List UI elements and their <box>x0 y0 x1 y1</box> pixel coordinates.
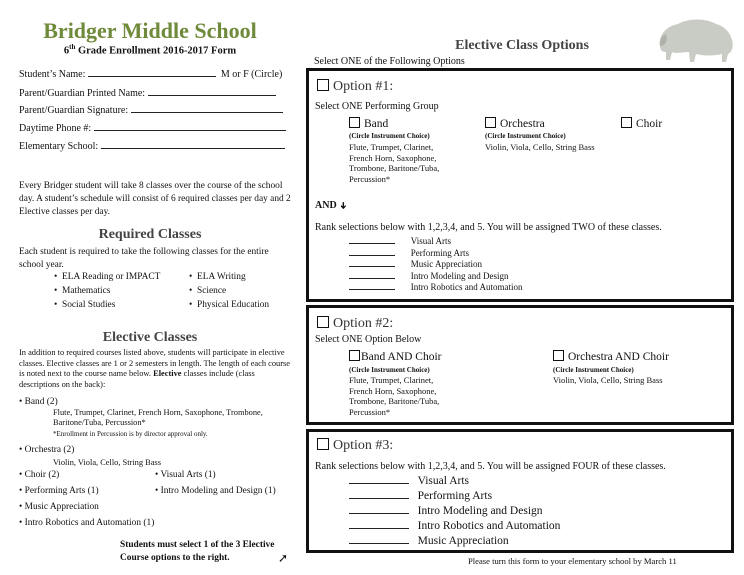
rank-blank[interactable] <box>349 266 395 267</box>
circle-instrument-label: (Circle Instrument Choice) <box>349 132 430 140</box>
circle-instrument-label: (Circle Instrument Choice) <box>349 366 430 374</box>
rank-blank[interactable] <box>349 278 395 279</box>
checkbox-icon[interactable] <box>349 117 360 128</box>
rank-blank[interactable] <box>349 255 395 256</box>
band-instruments: Flute, Trumpet, Clarinet, French Horn, Saxophone, Trombone, Baritone/Tuba, Percussion* <box>349 142 440 184</box>
elective-orchestra: • Orchestra (2) <box>19 445 75 455</box>
list-item: • Social Studies <box>54 300 116 310</box>
rank-blank[interactable] <box>349 513 409 514</box>
elementary-line[interactable] <box>101 139 285 149</box>
field-parent-signature[interactable] <box>19 103 283 116</box>
list-item[interactable]: Visual Arts <box>349 474 560 489</box>
right-column <box>306 0 738 575</box>
field-elementary-school[interactable] <box>19 139 285 152</box>
checkbox-icon[interactable] <box>485 117 496 128</box>
field-student-name[interactable] <box>19 67 282 80</box>
and-label: AND ➔ <box>315 200 349 211</box>
list-item: • Science <box>189 286 227 296</box>
option-1-band[interactable]: Band <box>349 117 388 130</box>
list-item[interactable]: Visual Arts <box>349 236 523 248</box>
field-label: Daytime Phone #: <box>19 123 92 134</box>
list-item[interactable]: Performing Arts <box>349 248 523 260</box>
checkbox-icon[interactable] <box>317 79 329 91</box>
option-3-title[interactable]: Option #3: <box>317 438 393 454</box>
select-note-line1: Students must select 1 of the 3 Elective <box>120 540 275 550</box>
option-2-box <box>306 305 734 425</box>
list-item[interactable]: Intro Robotics and Automation <box>349 519 560 534</box>
option-3-rank-text: Rank selections below with 1,2,3,4, and 5. You will be assigned FOUR of these classes. <box>315 461 666 472</box>
elective-intro-modeling: • Intro Modeling and Design (1) <box>155 486 276 496</box>
orchestra-instruments: Violin, Viola, Cello, String Bass <box>553 375 663 385</box>
elective-band: • Band (2) <box>19 397 58 407</box>
options-heading: Elective Class Options <box>455 38 589 53</box>
list-item[interactable]: Performing Arts <box>349 489 560 504</box>
orchestra-detail: Violin, Viola, Cello, String Bass <box>53 458 161 467</box>
checkbox-icon[interactable] <box>349 350 360 361</box>
select-one-text: Select ONE of the Following Options <box>314 56 465 67</box>
elective-robotics: • Intro Robotics and Automation (1) <box>19 518 155 528</box>
left-column <box>0 0 300 575</box>
option-1-rank-list <box>349 236 523 294</box>
band-note: *Enrollment in Percussion is by director approval only. <box>53 430 208 438</box>
elective-choir: • Choir (2) <box>19 470 60 480</box>
rank-blank[interactable] <box>349 498 409 499</box>
rank-blank[interactable] <box>349 289 395 290</box>
option-3-box <box>306 429 734 553</box>
field-phone[interactable] <box>19 121 286 134</box>
list-item[interactable]: Intro Robotics and Automation <box>349 282 523 294</box>
list-item: • ELA Writing <box>189 272 246 282</box>
rank-blank[interactable] <box>349 243 395 244</box>
checkbox-icon[interactable] <box>553 350 564 361</box>
orchestra-instruments: Violin, Viola, Cello, String Bass <box>485 142 595 152</box>
list-item: • ELA Reading or IMPACT <box>54 272 161 282</box>
gender-circle-label: M or F (Circle) <box>220 69 283 80</box>
option-1-title[interactable]: Option #1: <box>317 79 393 95</box>
grade-sup: th <box>69 43 76 51</box>
option-2-orchestra-choir[interactable]: Orchestra AND Choir <box>553 350 669 363</box>
field-label: Student’s Name: <box>19 69 86 80</box>
option-1-orchestra[interactable]: Orchestra <box>485 117 545 130</box>
band-detail: Flute, Trumpet, Clarinet, French Horn, Saxophone, Trombone, Baritone/Tuba, Percussion* <box>53 408 263 427</box>
checkbox-icon[interactable] <box>317 316 329 328</box>
grade-number: 6 <box>63 45 70 57</box>
phone-line[interactable] <box>94 121 286 131</box>
checkbox-icon[interactable] <box>317 438 329 450</box>
option-2-band-choir[interactable]: Band AND Choir <box>349 350 442 363</box>
rank-blank[interactable] <box>349 528 409 529</box>
option-3-rank-list <box>349 474 560 549</box>
elective-heading: Elective Classes <box>102 330 198 345</box>
form-subtitle <box>0 43 300 57</box>
elective-performing-arts: • Performing Arts (1) <box>19 486 99 496</box>
option-1-choir[interactable]: Choir <box>621 117 662 130</box>
form-title-text: Grade Enrollment 2016-2017 Form <box>75 45 237 57</box>
intro-paragraph: Every Bridger student will take 8 classes over the course of the school day. A student’s schedule will consist of 6 required classes per day and 2 Elective classes per day. <box>19 181 291 217</box>
field-label: Parent/Guardian Printed Name: <box>19 88 146 99</box>
checkbox-icon[interactable] <box>621 117 632 128</box>
parent-name-line[interactable] <box>148 86 276 96</box>
option-1-instruction: Select ONE Performing Group <box>315 101 439 112</box>
field-parent-name[interactable] <box>19 86 276 99</box>
list-item[interactable]: Music Appreciation <box>349 259 523 271</box>
rank-blank[interactable] <box>349 483 409 484</box>
option-2-title[interactable]: Option #2: <box>317 316 393 332</box>
option-2-instruction: Select ONE Option Below <box>315 334 422 345</box>
elective-music-appreciation: • Music Appreciation <box>19 502 99 512</box>
arrow-right-icon: ➚ <box>278 551 289 565</box>
footer-note: Please turn this form to your elementary school by March 11 <box>468 556 677 566</box>
required-desc: Each student is required to take the following classes for the entire school year. <box>19 247 269 270</box>
field-label: Parent/Guardian Signature: <box>19 105 129 116</box>
band-instruments: Flute, Trumpet, Clarinet, French Horn, Saxophone, Trombone, Baritone/Tuba, Percussion* <box>349 375 440 417</box>
option-1-rank-text: Rank selections below with 1,2,3,4, and 5. You will be assigned TWO of these classes. <box>315 222 662 233</box>
circle-instrument-label: (Circle Instrument Choice) <box>485 132 566 140</box>
required-heading: Required Classes <box>98 227 202 242</box>
arrow-down-icon: ➔ <box>338 201 349 210</box>
elective-visual-arts: • Visual Arts (1) <box>155 470 216 480</box>
list-item: • Physical Education <box>189 300 270 310</box>
list-item[interactable]: Music Appreciation <box>349 534 560 549</box>
list-item: • Mathematics <box>54 286 111 296</box>
signature-line[interactable] <box>131 103 283 113</box>
circle-instrument-label: (Circle Instrument Choice) <box>553 366 634 374</box>
list-item[interactable]: Intro Modeling and Design <box>349 504 560 519</box>
field-label: Elementary School: <box>19 141 99 152</box>
student-name-line[interactable] <box>88 67 216 77</box>
select-note-line2: Course options to the right. <box>120 553 230 563</box>
elective-desc: In addition to required courses listed above, students will participate in elective classes. Elective classes are 1 or 2 semesters in length. The length of each course is noted next to the course name below. Elective classes include (class descriptions on the back): <box>19 348 291 389</box>
school-title: Bridger Middle School <box>43 18 257 43</box>
option-1-box <box>306 68 734 302</box>
list-item[interactable]: Intro Modeling and Design <box>349 271 523 283</box>
rank-blank[interactable] <box>349 543 409 544</box>
